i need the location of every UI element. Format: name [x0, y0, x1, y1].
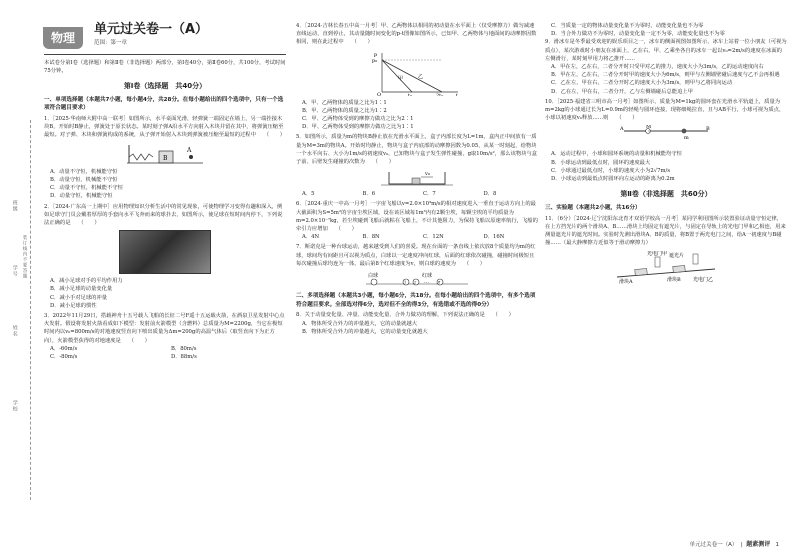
q10-label-b: B — [706, 126, 710, 133]
margin-label-name: 姓名 — [11, 325, 18, 337]
option[interactable]: B．小球运动到最低点时，圆环的速度最大 — [551, 159, 651, 166]
question-2 — [44, 203, 286, 310]
column-2 — [296, 22, 538, 338]
option[interactable]: C．小球通过最低点时，小球的速度大小为2√7m/s — [551, 167, 671, 174]
q4-label-t0: t₀ — [408, 92, 413, 96]
option[interactable]: A．-60m/s — [50, 345, 78, 352]
q4-figure — [372, 50, 462, 96]
margin-warning: 装订线内不要答题 — [21, 235, 27, 279]
q11-label-block-b: 滑块B — [667, 276, 681, 283]
q7-label-2: 2 — [414, 280, 417, 285]
q1-label-b: B — [163, 154, 168, 162]
option[interactable]: A．4N — [302, 234, 320, 241]
q11-figure — [611, 251, 721, 285]
section1-heading: 一、单项选择题（本题共7小题，每小题4分，共28分。在每小题给出的四个选项中，只有一个选项符合题目要求） — [44, 96, 284, 112]
q1-label-a: A — [187, 146, 192, 154]
divider — [44, 54, 286, 55]
q1-figure — [125, 143, 205, 165]
q4-label-yi: 乙 — [418, 73, 424, 80]
column-1 — [44, 22, 286, 363]
page-number: 1 — [775, 542, 779, 549]
question-stem: 4．［2024·吉林长春五中高一月考］甲、乙两物体以相同的初动量在水平面上（仅受摩擦力）做匀减速直线运动，直到停止，其动量随时间变化的p-t图像如图所示，已知甲、乙两物体与地面间的动摩擦因数相同，则在此过程中 （ ） — [296, 23, 537, 46]
option[interactable]: A．运动过程中，小球和圆环系统的动量和机械能均守恒 — [551, 151, 682, 158]
question-stem: 1．［2025·华南师大附中高一联考］如图所示，水平桌面光滑，轻弹簧一端固定在墙上，另一端拴接木块B，开始时B静止，弹簧处于原长状态。某时刻子弹A沿水平方向射入木块并留在其中，将弹簧压缩至最短。对子弹、木块和弹簧构成的系统，从子弹开始射入木块到弹簧被压缩至最短的过程中 （ ） — [44, 116, 286, 139]
option[interactable]: C．-80m/s — [50, 353, 78, 360]
option[interactable]: C．7 — [423, 191, 436, 198]
question-11 — [545, 215, 787, 285]
q4-label-p: p — [374, 51, 378, 58]
part2-heading: 第Ⅱ卷（非选择题 共60分） — [620, 190, 712, 199]
question-stem: 5．如图所示，质量为m的物块B静止放在光滑水平面上，盒子内部长度为L=1m，盒内正中间放有一质量为M=3m的物块A。开始时均静止，物块与盒子内底部的动摩擦因数为0.05，从某一时刻起，给物块一个水平向右、大小为1m/s的初速度v₀，已知物块与盒子发生弹性碰撞，g取10m/s²，那么该物块与盒子前、后壁发生碰撞的次数为 （ ） — [296, 134, 538, 166]
q4-label-jia: 甲 — [398, 75, 404, 82]
option[interactable]: B．8N — [362, 234, 380, 241]
question-stem: 3．2022年11月29日，搭载神舟十五号载人飞船的长征二号F遥十五运载火箭，在酒泉卫星发射中心点火发射。假设将发射火箭看成如下模型：发射前火箭模型（含燃料）总质量为M=2200g，当它在极短时间内以v₀=800m/s的对地速度竖直向下喷出质量为Δm=200g的高温气体后（取竖直向下为正方向），火箭模型获得的对地速度是 （ ） — [44, 312, 285, 344]
binding-margin — [0, 0, 38, 556]
q4-label-p0: p₀ — [372, 57, 378, 64]
q4-label-o: O — [377, 91, 382, 96]
question-stem: 10．［2025·福建省三明市高一月考］如图所示，质量为M=1kg的圆环套在光滑水平轨道上，质量为m=2kg的小球通过长为L=0.9m的轻绳与圆环连接，现将细绳拉直，且与AB平行，小球可视为质点，小球以初速度v₀释放……则 （ ） — [545, 98, 785, 122]
option[interactable]: C．动量不守恒，机械能不守恒 — [50, 185, 123, 192]
q7-label-1: 1 — [404, 280, 407, 285]
option[interactable]: C．甲、乙两物体受到的摩擦力做功之比为2∶1 — [302, 116, 414, 123]
option[interactable]: C．乙在左，甲在右，二者分开时乙的速度大小为3m/s，则甲与乙将同向运动 — [551, 80, 733, 87]
page-title: 单元过关卷一（A） — [94, 22, 209, 37]
goalkeeper-photo — [119, 230, 211, 274]
option[interactable]: A．5 — [302, 191, 315, 198]
q5-label-v0: v₀ — [425, 171, 430, 178]
question-9 — [545, 38, 787, 95]
q10-figure — [618, 125, 714, 147]
question-3 — [44, 312, 286, 361]
q11-label-block-a: 滑块A — [619, 278, 633, 285]
q10-label-m-big: M — [646, 125, 652, 131]
question-stem: 2．［2024·广东高一上期中］应用物理知识分析生活中的常见现象，可使物理学习变得有趣和深入，例如足球守门员会戴着厚厚的手套向水平飞奔而来的球扑去，如图所示，使足球在短时间内停下，下列说法正确的是 （ ） — [44, 203, 283, 226]
option[interactable]: C．减小手对足球的冲量 — [50, 294, 108, 301]
option[interactable]: B．甲在左，乙在右，二者分开时甲的速度大小为6m/s，则甲与左侧墙壁碰后速度与乙不会再相遇 — [551, 72, 780, 79]
option[interactable]: B．减小足球的动量变化量 — [50, 286, 113, 293]
question-6 — [296, 200, 538, 241]
q11-label-gate-a: 光电门甲 — [647, 250, 668, 257]
page-footer: 单元过关卷一（A） | 题素测评 1 — [689, 541, 779, 549]
option[interactable]: D．减小足球的惯性 — [50, 302, 97, 309]
cut-line — [30, 120, 31, 500]
q7-label-8: 8 — [438, 280, 441, 285]
margin-label-school: 学校 — [11, 400, 18, 412]
question-stem: 6．［2024·重庆一中高一月考］一宇宙飞船以v=2.0×10³m/s的相对速度进入一垂直于运动方向上的最大截面积为S=5m²的宇宙尘埃区域，设在该区域每1m³内有2颗尘埃，每颗尘埃的平均质量为m=2.0×10⁻⁷kg，若尘埃碰到飞船后就粘在飞船上，不计其他阻力，为保持飞船以原速率航行，飞船的牵引力应增加 （ ） — [296, 201, 538, 233]
section2-heading: 二、多项选择题（本题共3小题，每小题6分，共18分。在每小题给出的四个选项中，有多个选项符合题目要求。全部选对得6分，选对但不全的得3分，有选错或不选的得0分） — [296, 293, 536, 308]
option[interactable]: A．减小足球对手的平均作用力 — [50, 278, 123, 285]
option[interactable]: B．甲、乙两物体的质量之比为1∶2 — [302, 107, 387, 114]
margin-label-class: 班级 — [11, 200, 18, 212]
section3-heading: 三、实验题（本题共2小题，共16分） — [545, 205, 641, 212]
option[interactable]: D．甲、乙两物体受到的摩擦力做功之比为1∶1 — [302, 124, 414, 131]
q4-label-2t0: 2t₀ — [436, 92, 444, 96]
q10-label-a: A — [620, 126, 624, 133]
option[interactable]: C．12N — [423, 234, 444, 241]
q7-label-white: 白球 — [368, 273, 379, 280]
q11-label-gate-b: 光电门乙 — [693, 276, 714, 283]
footer-brand: 题素测评 — [746, 541, 771, 549]
option[interactable]: A．动量不守恒，机械能守恒 — [50, 168, 118, 175]
column-3 — [545, 22, 787, 288]
q4-label-t: t — [456, 92, 459, 96]
footer-title: 单元过关卷一（A） — [689, 542, 738, 549]
question-stem: 8．关于动量变化量、冲量、动能变化量、合外力做功的理解，下列说法正确的是 （ ） — [296, 312, 514, 319]
option[interactable]: A．甲在左，乙在右，二者分开时只受甲对乙的推力，速度大小为3m/s，乙的运动速度向右 — [551, 64, 764, 71]
intro-text: 本试卷分第Ⅰ卷（选择题）和第Ⅱ卷（非选择题）两部分，第Ⅰ卷40分，第Ⅱ卷60分，共100分，考试时间75分钟。 — [44, 59, 286, 74]
option[interactable]: D．乙在左，甲在右，二者分开，乙与左侧墙碰后总能追上甲 — [551, 88, 693, 95]
question-8 — [296, 311, 538, 336]
svg-text:…: … — [424, 279, 429, 286]
question-1 — [44, 115, 286, 200]
option[interactable]: B．80m/s — [171, 345, 197, 352]
option[interactable]: B．物体所受合外力的冲量越大，它的动量变化就越大 — [302, 328, 428, 335]
question-4 — [296, 22, 538, 131]
question-5 — [296, 133, 538, 198]
option[interactable]: A．甲、乙两物体的质量之比为1∶1 — [302, 99, 387, 106]
subject-tag: 物理 — [43, 27, 83, 49]
option[interactable]: D．8 — [483, 191, 497, 198]
question-stem: 9．滑冰车是冬季最受欢迎的娱乐项目之一，冰车的侧面视图如图所示，冰车上站着一位小朋友（可视为质点），某次游戏时小朋友在冰面上，乙在右，甲、乙乘坐各自的冰车一起以v₀=2m/s的速度在冰面的左侧滑行，某时刻甲用力将乙推开…… — [545, 39, 787, 62]
option[interactable]: D．小球运动到最低点时圆环向左运动的距离为0.2m — [551, 176, 675, 183]
option[interactable]: D．88m/s — [171, 353, 197, 360]
q10-label-m: m — [684, 135, 689, 142]
option[interactable]: D．动量守恒，机械能守恒 — [50, 193, 113, 200]
part1-heading: 第Ⅰ卷（选择题 共40分） — [123, 81, 207, 90]
question-7 — [296, 243, 538, 289]
q5-figure — [377, 169, 457, 187]
option[interactable]: B．动量守恒，机械能不守恒 — [50, 176, 118, 183]
option[interactable]: A．物体所受合外力的冲量越大，它的动量就越大 — [302, 320, 418, 327]
question-stem: 11．（6分）［2024·辽宁沈阳东北育才双语学校高一月考］某同学利用图所示装置验证动量守恒定律，在上方挡光片的两个滑块A、B……滑块上均固定有遮光片，与固定在导轨上的光电门甲和乙相连，用来测量遮光片的遮光时间。实验时先测出滑块A、B的质量，将B置于两光电门之间，给A一初速度与B碰撞……（最大静摩擦力近似等于滑动摩擦力） — [545, 215, 786, 247]
option[interactable]: C．当质量一定的物体动量变化量不为零时，动能变化量也不为零 — [551, 23, 704, 29]
scope: 范围：第一章 — [94, 40, 128, 46]
q7-label-red: 红球 — [422, 273, 433, 280]
question-10 — [545, 98, 787, 183]
option[interactable]: D．16N — [483, 234, 505, 241]
question-stem: 7．斯诺克是一种台球运动，越来越受到人们的喜爱。现在台面的一条直线上依次放8个质量均为m的红球，球间均有间距且可以视为质点，白球以一定速度冲向红球，后面的红球依次碰撞，碰撞时间极短且每次碰撞后球均连为一体，最后第8个红球速度为v，则白球的速度为 （ ） — [296, 244, 536, 267]
q7-figure — [362, 271, 472, 289]
margin-label-number: 学号 — [11, 265, 18, 277]
option[interactable]: D．当合外力做功不为零时，动量变化量一定不为零，动能变化量也不为零 — [551, 31, 725, 38]
q11-label-shade: 遮光片 — [669, 252, 685, 259]
option[interactable]: B．6 — [362, 191, 376, 198]
